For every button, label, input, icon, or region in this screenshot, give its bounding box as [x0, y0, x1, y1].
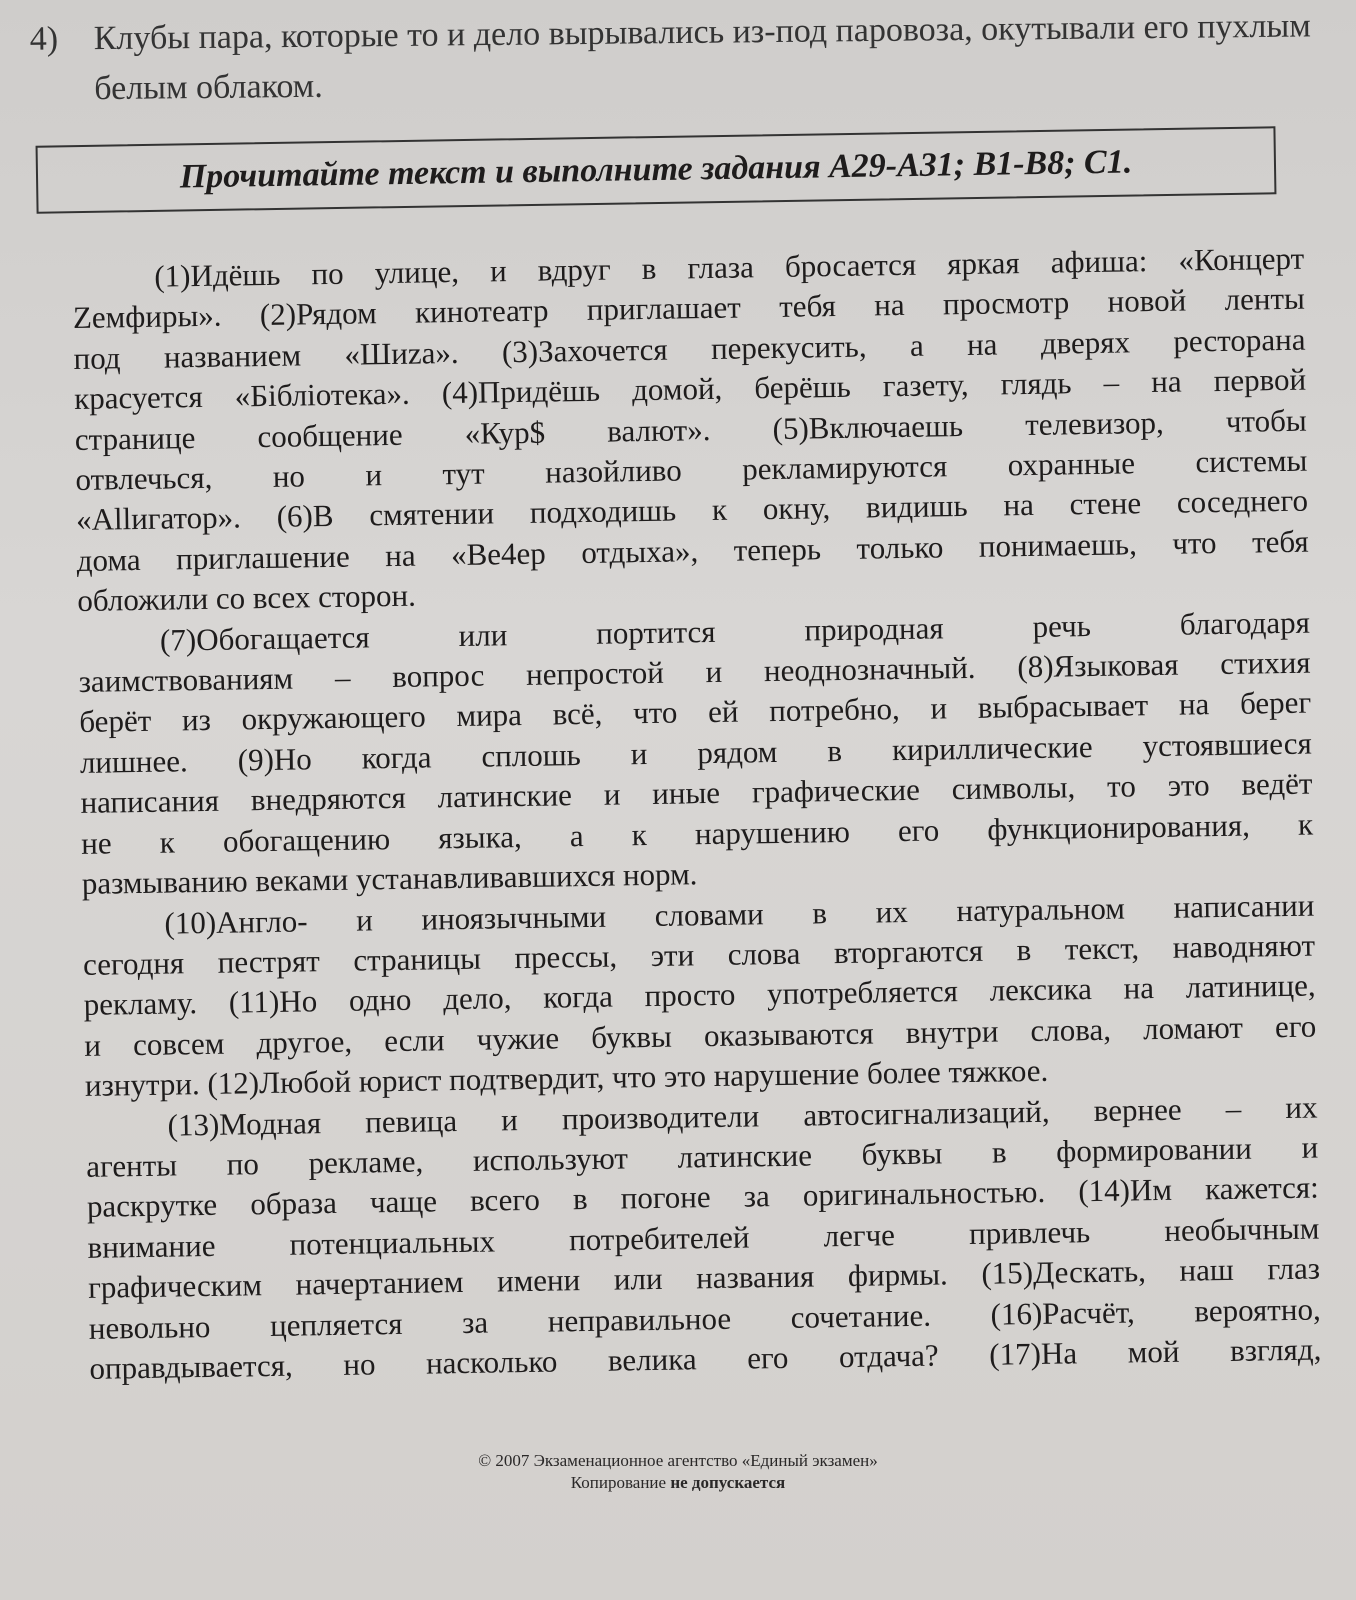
- text-line: внимание потенциальных потребителей легче привлечь необычным: [87, 1210, 1320, 1265]
- text-line: отвлечься, но и тут назойливо рекламируются охранные системы: [75, 442, 1308, 498]
- text-line: (10)Англо- и иноязычными словами в их натуральном написании: [164, 887, 1315, 941]
- text-line: не к обогащению языка, а к нарушению его функционирования, к: [80, 806, 1314, 861]
- instruction-box: [36, 126, 1277, 213]
- task-text: Клубы пара, которые то и дело вырывались из-под паровоза, окутывали его пухлым белым облаком.: [93, 7, 1311, 108]
- text-line: (13)Модная певица и производители автосигнализаций, вернее – их: [167, 1089, 1318, 1143]
- text-line: Zемфиры». (2)Рядом кинотеатр приглашает тебя на просмотр новой ленты: [72, 281, 1306, 336]
- footer: [0, 1450, 1356, 1494]
- text-line: рекламу. (11)Но одно дело, когда просто употребляется лексика на латинице,: [83, 967, 1316, 1023]
- paragraph: [82, 885, 1317, 1106]
- text-line: (7)Обогащается или портится природная речь благодаря: [159, 604, 1311, 658]
- text-line: оправдывается, но насколько велика его отдача? (17)На мой взгляд,: [89, 1331, 1322, 1386]
- copy-notice-prefix: Копирование: [570, 1473, 671, 1492]
- paragraph: [72, 239, 1310, 622]
- text-line: странице сообщение «Кур$ валют». (5)Включаешь телевизор, чтобы: [74, 402, 1307, 457]
- text-line: изнутри. (12)Любой юрист подтвердит, что это нарушение более тяжкое.: [84, 1052, 1049, 1104]
- task-number: 4): [29, 20, 59, 58]
- copy-notice-bold: не допускается: [670, 1473, 786, 1492]
- copy-notice: [0, 1472, 1356, 1494]
- copyright: © 2007 Экзаменационное агентство «Единый экзамен»: [478, 1451, 878, 1470]
- text-line: агенты по рекламе, используют латинские буквы в формировании и: [85, 1129, 1319, 1184]
- text-line: дома приглашение на «Ве4ер отдыха», теперь только понимаешь, что тебя: [76, 523, 1309, 578]
- previous-task: [30, 1, 1331, 115]
- text-line: красуется «Бiблiотека». (4)Придёшь домой, берёшь газету, глядь – на первой: [73, 361, 1307, 417]
- text-line: лишнее. (9)Но когда сплошь и рядом в кириллические устоявшиеся: [79, 725, 1313, 780]
- text-line: заимствованиям – вопрос непростой и неоднозначный. (8)Языковая стихия: [78, 644, 1311, 700]
- text-line: (1)Идёшь по улице, и вдруг в глаза бросается яркая афиша: «Концерт: [154, 240, 1305, 294]
- text-line: сегодня пестрят страницы прессы, эти слова вторгаются в текст, наводняют: [82, 927, 1316, 982]
- text-line: берёт из окружающего мира всё, что ей потребно, и выбрасывает на берег: [79, 685, 1312, 740]
- text-line: под названием «Шиzа». (3)Захочется перекусить, а на дверях ресторана: [73, 321, 1306, 376]
- reading-text: [72, 239, 1322, 1390]
- text-line: обложили со всех сторон.: [77, 577, 417, 619]
- text-line: невольно цепляется за неправильное сочетание. (16)Расчёт, вероятно,: [88, 1291, 1321, 1346]
- text-line: размыванию веками устанавливавшихся норм.: [81, 856, 698, 902]
- text-line: написания внедряются латинские и иные графические символы, то это ведёт: [80, 765, 1313, 821]
- text-line: и совсем другое, если чужие буквы оказываются внутри слова, ломают его: [84, 1008, 1317, 1063]
- text-line: графическим начертанием имени или названия фирмы. (15)Дескать, наш глаз: [87, 1250, 1321, 1306]
- paragraph: [85, 1087, 1321, 1389]
- paragraph: [78, 602, 1314, 904]
- text-line: раскрутке образа чаще всего в погоне за оригинальностью. (14)Им кажется:: [86, 1169, 1320, 1225]
- text-line: «Allигатор». (6)В смятении подходишь к окну, видишь на стене соседнего: [75, 483, 1309, 538]
- instruction-text: Прочитайте текст и выполните задания А29-А31; В1-В8; С1.: [179, 143, 1133, 196]
